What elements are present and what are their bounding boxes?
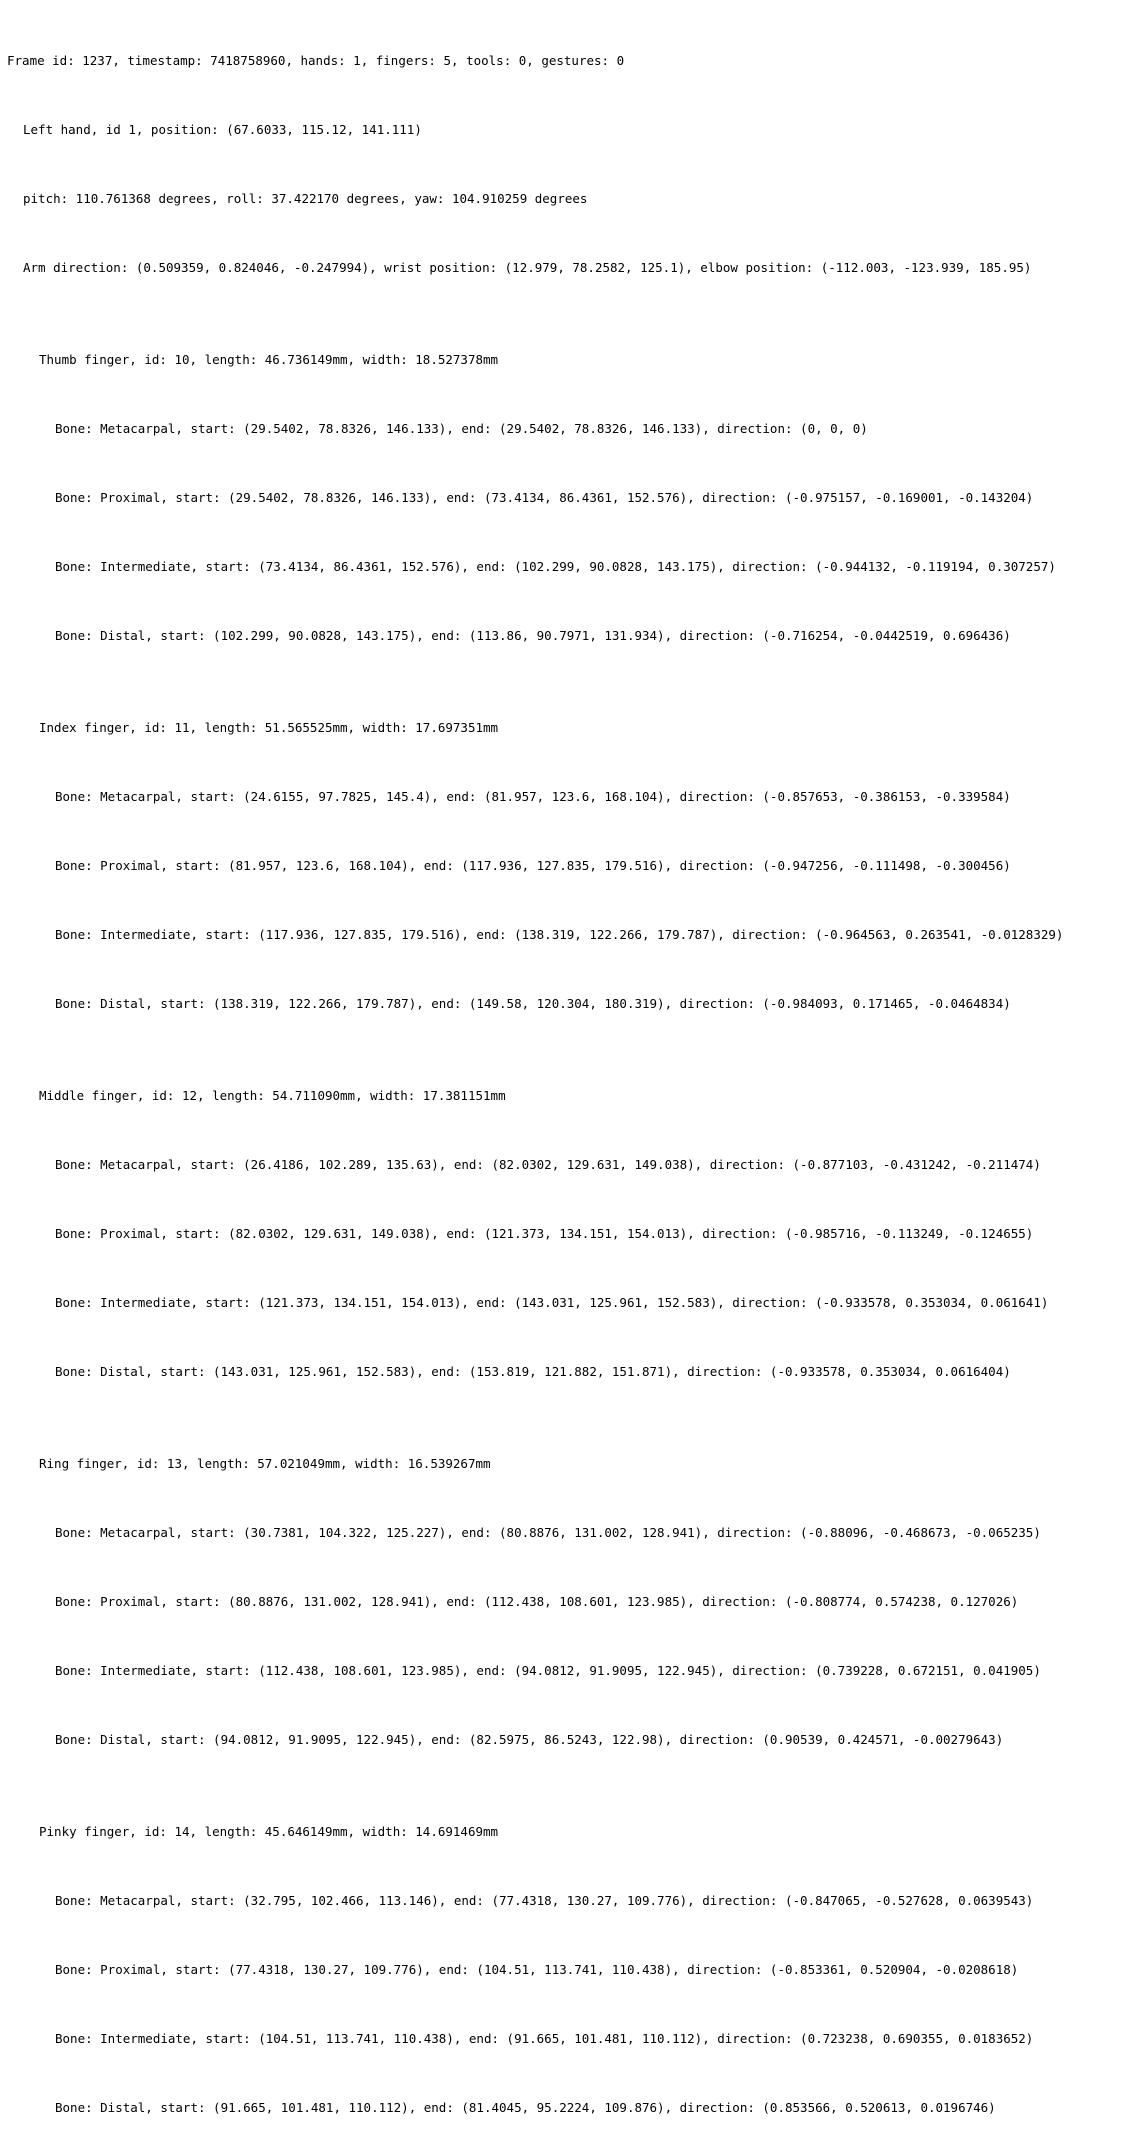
- bone-line: Bone: Intermediate, start: (73.4134, 86.4361, 152.576), end: (102.299, 90.0828, 143.175), direction: (-0.944132, -0.119194, 0.307257): [55, 559, 1056, 574]
- bone-line: Bone: Distal, start: (91.665, 101.481, 110.112), end: (81.4045, 95.2224, 109.876), direction: (0.853566, 0.520613, 0.0196746): [55, 2100, 996, 2115]
- frame-line: Frame id: 1237, timestamp: 7418758960, hands: 1, fingers: 5, tools: 0, gestures: 0: [7, 53, 625, 68]
- finger-header-thumb: Thumb finger, id: 10, length: 46.736149mm, width: 18.527378mm: [39, 352, 499, 367]
- bone-line: Bone: Proximal, start: (82.0302, 129.631, 149.038), end: (121.373, 134.151, 154.013), direction: (-0.985716, -0.113249, -0.124655): [55, 1226, 1034, 1241]
- bone-line: Bone: Metacarpal, start: (29.5402, 78.8326, 146.133), end: (29.5402, 78.8326, 146.133), direction: (0, 0, 0): [55, 421, 868, 436]
- bone-line: Bone: Intermediate, start: (112.438, 108.601, 123.985), end: (94.0812, 91.9095, 122.945), direction: (0.739228, 0.672151, 0.041905): [55, 1663, 1041, 1678]
- bone-line: Bone: Proximal, start: (77.4318, 130.27, 109.776), end: (104.51, 113.741, 110.438), direction: (-0.853361, 0.520904, -0.0208618): [55, 1962, 1019, 1977]
- bone-line: Bone: Proximal, start: (29.5402, 78.8326, 146.133), end: (73.4134, 86.4361, 152.576), direction: (-0.975157, -0.169001, -0.143204): [55, 490, 1034, 505]
- bone-line: Bone: Distal, start: (143.031, 125.961, 152.583), end: (153.819, 121.882, 151.871), direction: (-0.933578, 0.353034, 0.0616404): [55, 1364, 1011, 1379]
- hand-line: Left hand, id 1, position: (67.6033, 115.12, 141.111): [23, 122, 422, 137]
- bone-line: Bone: Distal, start: (94.0812, 91.9095, 122.945), end: (82.5975, 86.5243, 122.98), direction: (0.90539, 0.424571, -0.00279643): [55, 1732, 1004, 1747]
- orientation-line: pitch: 110.761368 degrees, roll: 37.422170 degrees, yaw: 104.910259 degrees: [23, 191, 588, 206]
- finger-header-pinky: Pinky finger, id: 14, length: 45.646149mm, width: 14.691469mm: [39, 1824, 499, 1839]
- bone-line: Bone: Intermediate, start: (121.373, 134.151, 154.013), end: (143.031, 125.961, 152.583), direction: (-0.933578, 0.353034, 0.061641): [55, 1295, 1049, 1310]
- bone-line: Bone: Metacarpal, start: (26.4186, 102.289, 135.63), end: (82.0302, 129.631, 149.038), direction: (-0.877103, -0.431242, -0.211474): [55, 1157, 1041, 1172]
- bone-line: Bone: Metacarpal, start: (32.795, 102.466, 113.146), end: (77.4318, 130.27, 109.776), direction: (-0.847065, -0.527628, 0.0639543): [55, 1893, 1034, 1908]
- console-output: [7, 3, 1123, 2142]
- bone-line: Bone: Intermediate, start: (104.51, 113.741, 110.438), end: (91.665, 101.481, 110.112), direction: (0.723238, 0.690355, 0.0183652): [55, 2031, 1034, 2046]
- finger-header-ring: Ring finger, id: 13, length: 57.021049mm, width: 16.539267mm: [39, 1456, 491, 1471]
- bone-line: Bone: Distal, start: (102.299, 90.0828, 143.175), end: (113.86, 90.7971, 131.934), direction: (-0.716254, -0.0442519, 0.696436): [55, 628, 1011, 643]
- bone-line: Bone: Proximal, start: (81.957, 123.6, 168.104), end: (117.936, 127.835, 179.516), direction: (-0.947256, -0.111498, -0.300456): [55, 858, 1011, 873]
- arm-line: Arm direction: (0.509359, 0.824046, -0.247994), wrist position: (12.979, 78.2582, 125.1), elbow position: (-112.003, -123.939, 185.95): [23, 260, 1032, 275]
- bone-line: Bone: Metacarpal, start: (24.6155, 97.7825, 145.4), end: (81.957, 123.6, 168.104), direction: (-0.857653, -0.386153, -0.339584): [55, 789, 1011, 804]
- bone-line: Bone: Intermediate, start: (117.936, 127.835, 179.516), end: (138.319, 122.266, 179.787), direction: (-0.964563, 0.263541, -0.0128329): [55, 927, 1064, 942]
- bone-line: Bone: Proximal, start: (80.8876, 131.002, 128.941), end: (112.438, 108.601, 123.985), direction: (-0.808774, 0.574238, 0.127026): [55, 1594, 1019, 1609]
- finger-header-index: Index finger, id: 11, length: 51.565525mm, width: 17.697351mm: [39, 720, 499, 735]
- finger-header-middle: Middle finger, id: 12, length: 54.711090mm, width: 17.381151mm: [39, 1088, 506, 1103]
- bone-line: Bone: Metacarpal, start: (30.7381, 104.322, 125.227), end: (80.8876, 131.002, 128.941), direction: (-0.88096, -0.468673, -0.065235): [55, 1525, 1041, 1540]
- bone-line: Bone: Distal, start: (138.319, 122.266, 179.787), end: (149.58, 120.304, 180.319), direction: (-0.984093, 0.171465, -0.0464834): [55, 996, 1011, 1011]
